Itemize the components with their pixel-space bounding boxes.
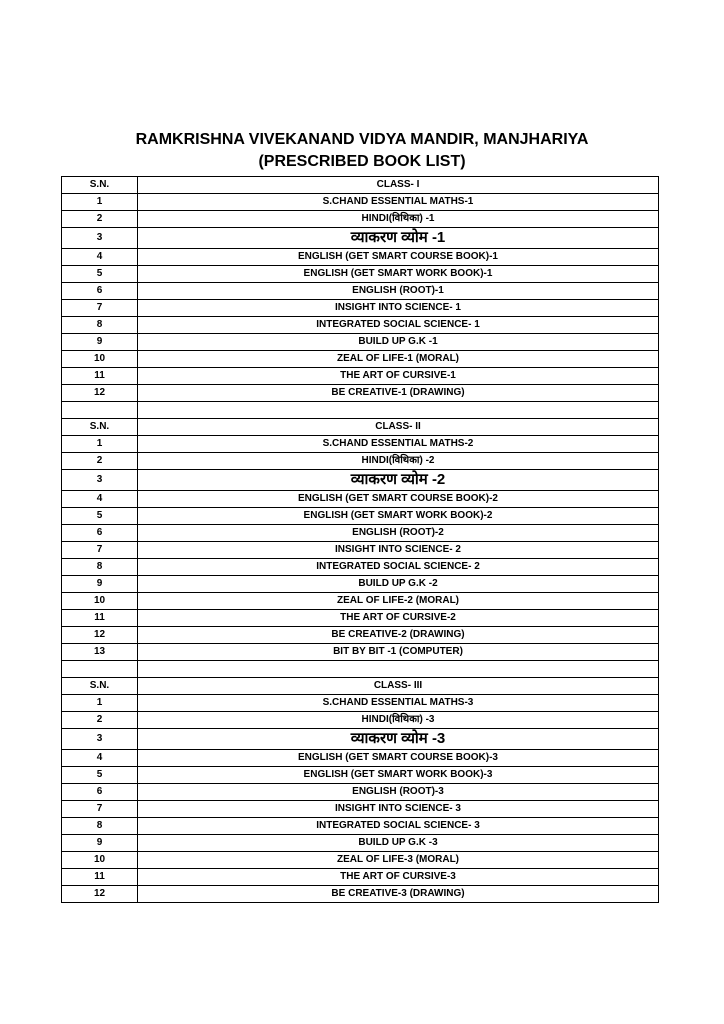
book-list-body (62, 177, 659, 903)
book-row (62, 729, 659, 750)
serial-number: 5 (62, 508, 138, 525)
book-row (62, 559, 659, 576)
book-row (62, 266, 659, 283)
book-title: INSIGHT INTO SCIENCE- 1 (138, 300, 659, 317)
serial-number: 9 (62, 576, 138, 593)
book-row (62, 491, 659, 508)
serial-number: 3 (62, 729, 138, 750)
serial-number: 2 (62, 712, 138, 729)
serial-number: 6 (62, 784, 138, 801)
book-title: BUILD UP G.K -2 (138, 576, 659, 593)
book-row (62, 542, 659, 559)
serial-number: 5 (62, 767, 138, 784)
book-title: INTEGRATED SOCIAL SCIENCE- 1 (138, 317, 659, 334)
serial-number: 1 (62, 695, 138, 712)
book-title: ZEAL OF LIFE-1 (MORAL) (138, 351, 659, 368)
serial-number: 10 (62, 852, 138, 869)
book-row (62, 801, 659, 818)
book-title: S.CHAND ESSENTIAL MATHS-1 (138, 194, 659, 211)
serial-number: 8 (62, 317, 138, 334)
book-row (62, 576, 659, 593)
book-title: ENGLISH (GET SMART WORK BOOK)-2 (138, 508, 659, 525)
book-row (62, 351, 659, 368)
book-title: ENGLISH (ROOT)-1 (138, 283, 659, 300)
book-title: BE CREATIVE-2 (DRAWING) (138, 627, 659, 644)
book-row (62, 610, 659, 627)
book-row (62, 852, 659, 869)
book-title: ENGLISH (GET SMART WORK BOOK)-1 (138, 266, 659, 283)
book-title: HINDI(विथिका) -1 (138, 211, 659, 228)
serial-number: 7 (62, 542, 138, 559)
book-title: ENGLISH (GET SMART COURSE BOOK)-3 (138, 750, 659, 767)
serial-number: 3 (62, 470, 138, 491)
book-title: ENGLISH (ROOT)-3 (138, 784, 659, 801)
class-header-row (62, 419, 659, 436)
book-row (62, 470, 659, 491)
sn-header: S.N. (62, 419, 138, 436)
book-row (62, 525, 659, 542)
serial-number: 12 (62, 886, 138, 903)
book-row (62, 317, 659, 334)
book-title: ZEAL OF LIFE-2 (MORAL) (138, 593, 659, 610)
spacer-cell (62, 402, 138, 419)
serial-number: 11 (62, 610, 138, 627)
book-title: ENGLISH (GET SMART COURSE BOOK)-2 (138, 491, 659, 508)
serial-number: 12 (62, 627, 138, 644)
school-name: RAMKRISHNA VIVEKANAND VIDYA MANDIR, MANJHARIYA (135, 131, 589, 148)
book-row (62, 228, 659, 249)
book-row (62, 835, 659, 852)
serial-number: 11 (62, 869, 138, 886)
sn-header: S.N. (62, 177, 138, 194)
book-row (62, 283, 659, 300)
book-row (62, 300, 659, 317)
book-title: INSIGHT INTO SCIENCE- 3 (138, 801, 659, 818)
book-title: BE CREATIVE-1 (DRAWING) (138, 385, 659, 402)
book-title: BE CREATIVE-3 (DRAWING) (138, 886, 659, 903)
spacer-cell (62, 661, 138, 678)
serial-number: 4 (62, 249, 138, 266)
class-label: CLASS- I (138, 177, 659, 194)
book-row (62, 211, 659, 228)
section-spacer-row (62, 402, 659, 419)
book-title: S.CHAND ESSENTIAL MATHS-3 (138, 695, 659, 712)
serial-number: 6 (62, 283, 138, 300)
serial-number: 8 (62, 818, 138, 835)
book-row (62, 593, 659, 610)
spacer-cell (138, 402, 659, 419)
book-title: ZEAL OF LIFE-3 (MORAL) (138, 852, 659, 869)
book-row (62, 695, 659, 712)
book-list-table (61, 176, 659, 903)
book-row (62, 194, 659, 211)
serial-number: 3 (62, 228, 138, 249)
book-row (62, 886, 659, 903)
serial-number: 13 (62, 644, 138, 661)
book-row (62, 334, 659, 351)
book-row (62, 644, 659, 661)
book-title: INTEGRATED SOCIAL SCIENCE- 3 (138, 818, 659, 835)
serial-number: 10 (62, 351, 138, 368)
book-row (62, 249, 659, 266)
serial-number: 2 (62, 211, 138, 228)
book-title: THE ART OF CURSIVE-3 (138, 869, 659, 886)
book-row (62, 712, 659, 729)
book-row (62, 508, 659, 525)
book-title: BIT BY BIT -1 (COMPUTER) (138, 644, 659, 661)
serial-number: 9 (62, 835, 138, 852)
serial-number: 6 (62, 525, 138, 542)
book-row (62, 750, 659, 767)
serial-number: 9 (62, 334, 138, 351)
book-row (62, 436, 659, 453)
class-header-row (62, 177, 659, 194)
serial-number: 12 (62, 385, 138, 402)
serial-number: 5 (62, 266, 138, 283)
serial-number: 4 (62, 750, 138, 767)
serial-number: 11 (62, 368, 138, 385)
book-title: व्याकरण व्योम -1 (138, 228, 659, 249)
class-header-row (62, 678, 659, 695)
book-row (62, 767, 659, 784)
book-row (62, 453, 659, 470)
serial-number: 1 (62, 436, 138, 453)
book-row (62, 385, 659, 402)
book-title: ENGLISH (GET SMART WORK BOOK)-3 (138, 767, 659, 784)
book-title: व्याकरण व्योम -3 (138, 729, 659, 750)
book-title: ENGLISH (GET SMART COURSE BOOK)-1 (138, 249, 659, 266)
serial-number: 10 (62, 593, 138, 610)
book-title: ENGLISH (ROOT)-2 (138, 525, 659, 542)
serial-number: 4 (62, 491, 138, 508)
book-title: S.CHAND ESSENTIAL MATHS-2 (138, 436, 659, 453)
book-title: HINDI(विथिका) -2 (138, 453, 659, 470)
serial-number: 8 (62, 559, 138, 576)
list-subtitle: (PRESCRIBED BOOK LIST) (258, 153, 466, 170)
book-row (62, 818, 659, 835)
book-title: THE ART OF CURSIVE-1 (138, 368, 659, 385)
book-title: HINDI(विथिका) -3 (138, 712, 659, 729)
book-row (62, 784, 659, 801)
book-title: INSIGHT INTO SCIENCE- 2 (138, 542, 659, 559)
class-label: CLASS- III (138, 678, 659, 695)
book-title: व्याकरण व्योम -2 (138, 470, 659, 491)
sn-header: S.N. (62, 678, 138, 695)
book-title: BUILD UP G.K -3 (138, 835, 659, 852)
serial-number: 7 (62, 300, 138, 317)
book-row (62, 368, 659, 385)
book-title: BUILD UP G.K -1 (138, 334, 659, 351)
book-title: INTEGRATED SOCIAL SCIENCE- 2 (138, 559, 659, 576)
serial-number: 2 (62, 453, 138, 470)
class-label: CLASS- II (138, 419, 659, 436)
section-spacer-row (62, 661, 659, 678)
book-row (62, 869, 659, 886)
book-row (62, 627, 659, 644)
spacer-cell (138, 661, 659, 678)
serial-number: 7 (62, 801, 138, 818)
book-title: THE ART OF CURSIVE-2 (138, 610, 659, 627)
serial-number: 1 (62, 194, 138, 211)
